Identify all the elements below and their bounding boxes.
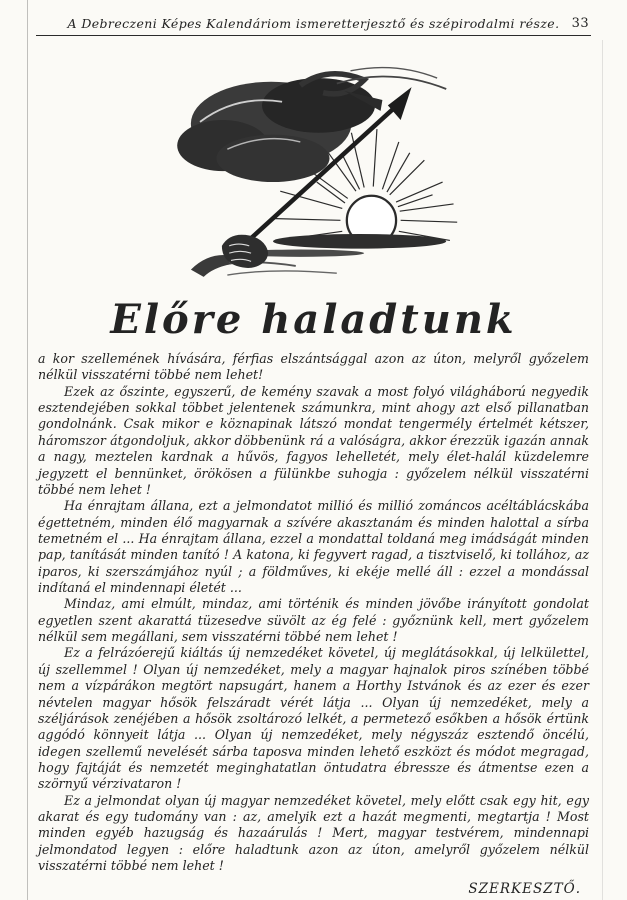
ground-line-2: [227, 271, 336, 275]
sword-and-rising-sun-illustration: [149, 58, 479, 286]
article-title: Előre haladtunk: [110, 296, 517, 343]
paragraph: Mindaz, ami elmúlt, mindaz, ami történik és minden jövőbe irányított gondolat egyetlen szent akarattá tüzesedve süvölt az ég felé : győznünk kell, mert győzelem nélkül sem megállani, sem visszatérni többé nem lehet !: [38, 596, 589, 645]
article-body: [38, 351, 589, 875]
paragraph: Ezek az őszinte, egyszerű, de kemény szavak a most folyó világháború negyedik esztendejében sokkal többet jelentenek számunkra, mint ahogy azt első pillanatban gondolnánk. Csak mikor e köznapinak látszó mondat tengermély értelmét kétszer, háromszor átgondoljuk, akkor döbbenünk rá a valóságra, akkor érezzük igazán annak a nagy, meztelen kardnak a hűvös, fagyos lehelletét, mely élet-halál küzdelemre jegyzett el bennünket, örökösen a fülünkbe suhogja : győzelem nélkül visszatérni többé nem lehet !: [38, 383, 589, 497]
storm-clouds: [177, 68, 446, 183]
running-header: [36, 16, 591, 36]
hand: [190, 235, 267, 277]
editor-signature: SZERKESZTŐ.: [468, 880, 581, 897]
paragraph: a kor szellemének hívására, férfias elszántsággal azon az úton, melyről győzelem nélkül visszatérni többé nem lehet!: [38, 351, 589, 383]
running-title: A Debreczeni Képes Kalendáriom ismeretterjesztő és szépirodalmi része.: [67, 16, 560, 31]
sunrise-sword-drawing: [149, 58, 479, 286]
horizon-cloud: [272, 234, 445, 249]
paragraph: Ez a felrázóerejű kiáltás új nemzedéket követel, új meglátásokkal, új lelkülettel, új szellemmel ! Olyan új nemzedéket, mely a magyar hajnalok piros színében többé nem a vízpárákon megtört napsugárt, hanem a Horthy Istvánok és az ezer és ezer névtelen magyar hősök felszáradt vérét látja ... Olyan új nemzedéket, mely a széljárások zenéjében a hősök zsoltározó lelkét, a permetező esőkben a hősök értünk aggódó könnyeit látja ... Olyan új nemzedéket, mely négyszáz esztendő öncélú, idegen szellemű nevelését sárba taposva minden lehető eszközt és módot megragad, hogy fajtáját és nemzetét meginghatatlan öntudatra ébressze és átmentse ezen a szörnyű vérzivataron !: [38, 645, 589, 792]
page-number: 33: [571, 16, 589, 31]
paragraph: Ha énrajtam állana, ezt a jelmondatot millió és millió zománcos acéltáblácskába égettetném, minden élő magyarnak a szívére akasztanám és minden halottal a sírba temetném el ... Ha énrajtam állana, ezzel a mondattal toldaná meg imádságát minden pap, tanítását minden tanító ! A katona, ki fegyvert ragad, a tisztviselő, ki tollához, az iparos, ki szerszámjához nyúl ; a földműves, ki ekéje mellé áll : ezzel a mondással indítaná el mindennapi életét ...: [38, 498, 589, 596]
paragraph: Ez a jelmondat olyan új magyar nemzedéket követel, mely előtt csak egy hit, egy akarat és egy tudomány van : az, amelyik ezt a hazát megmenti, megtartja ! Most minden egyéb hazugság és hazaárulás ! Mert, magyar testvérem, mindennapi jelmondatod legyen : előre haladtunk azon az úton, amelyről győzelem nélkül visszatérni többé nem lehet !: [38, 792, 589, 874]
